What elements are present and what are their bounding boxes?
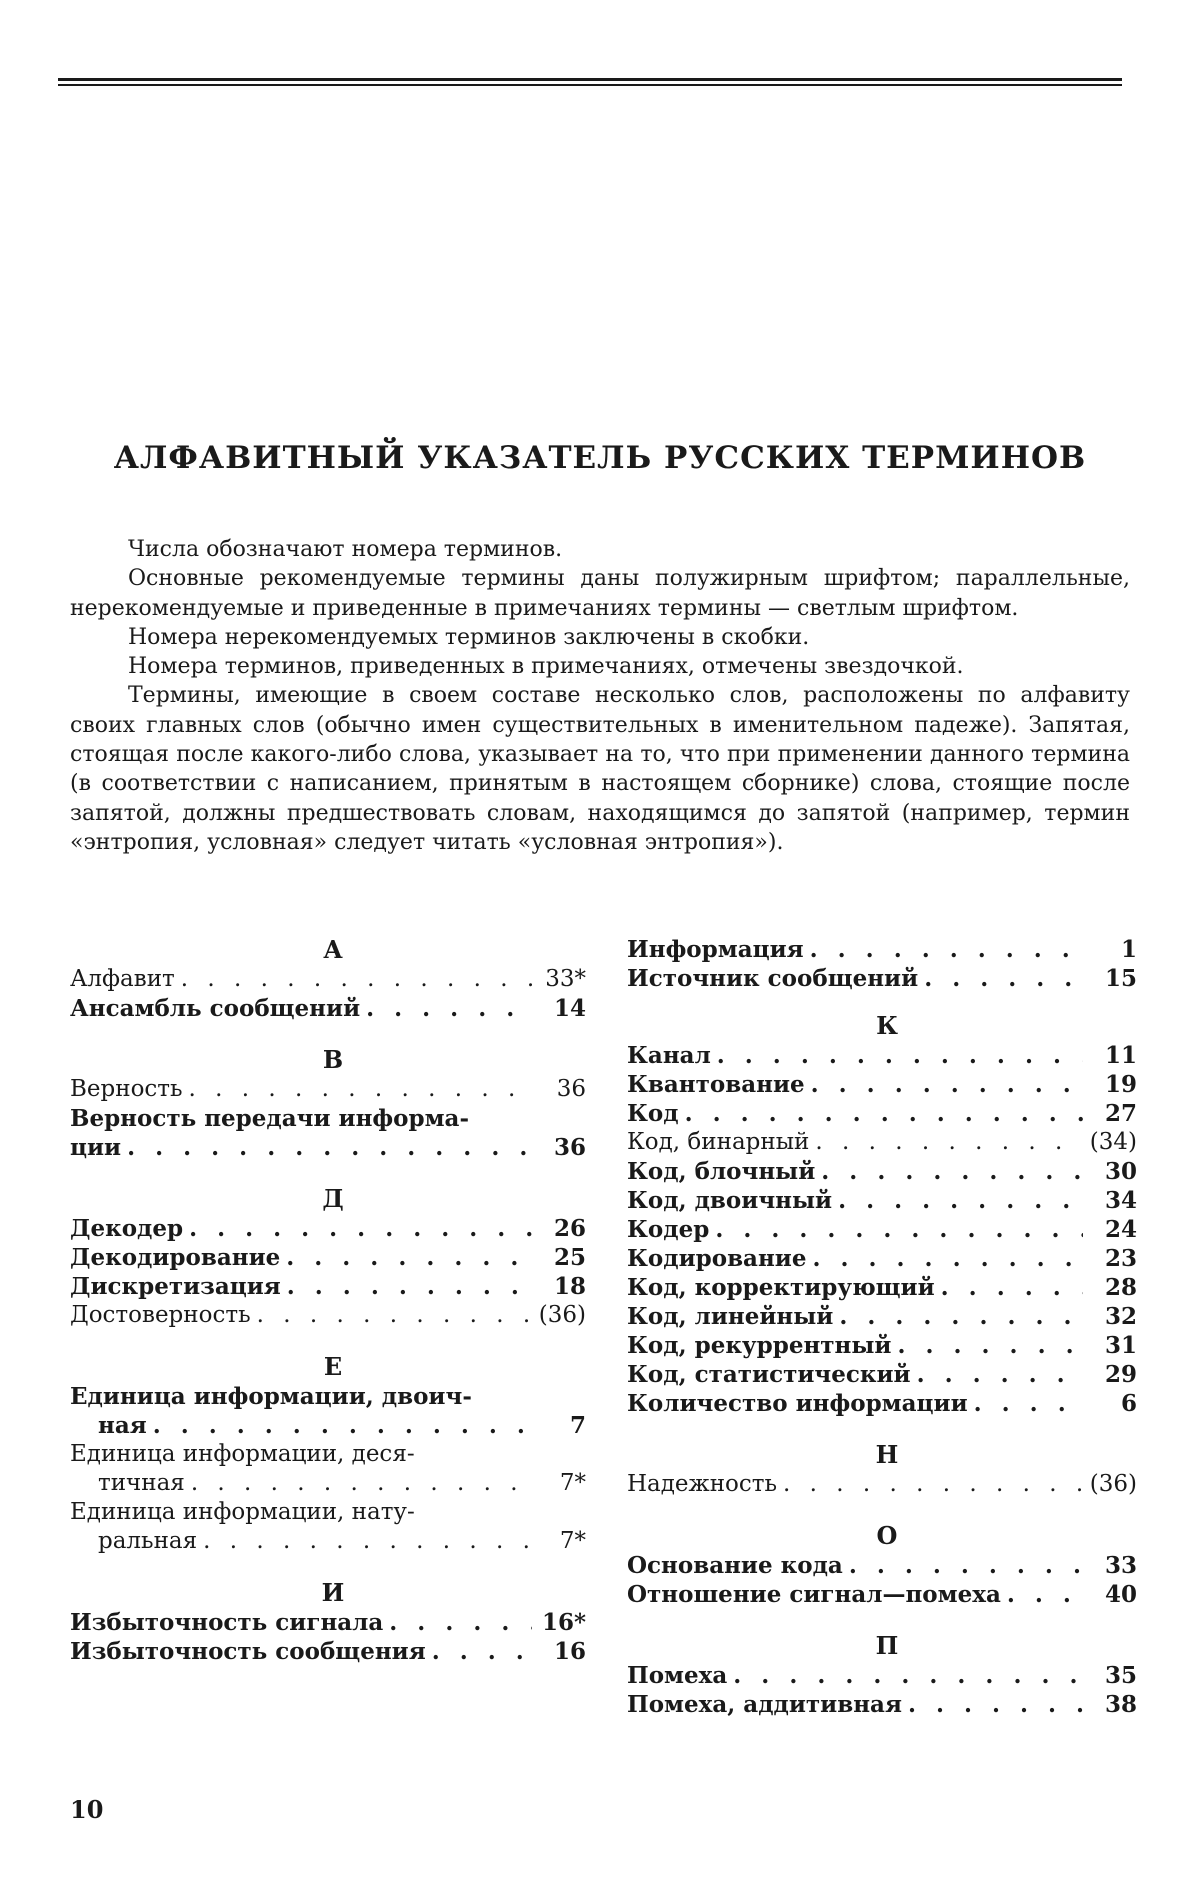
section-letter: В bbox=[70, 1045, 586, 1075]
index-entry: Дискретизация . . . 18 bbox=[70, 1272, 586, 1301]
index-column-left bbox=[70, 935, 586, 1666]
index-entry: Код, статистический . . . 29 bbox=[627, 1360, 1137, 1389]
index-entry: Источник сообщений . . . 15 bbox=[627, 964, 1137, 993]
index-entry: Помеха . . . 35 bbox=[627, 1661, 1137, 1690]
index-entry: ральная . . . 7* bbox=[70, 1527, 586, 1556]
index-entry: Алфавит . . . 33* bbox=[70, 965, 586, 994]
index-entry: Код, линейный . . . 32 bbox=[627, 1302, 1137, 1331]
section-letter: И bbox=[70, 1578, 586, 1608]
index-entry: Помеха, аддитивная . . . 38 bbox=[627, 1690, 1137, 1719]
index-entry: Декодирование . . . 25 bbox=[70, 1243, 586, 1272]
index-entry: Декодер . . . 26 bbox=[70, 1214, 586, 1243]
index-entry-line1: Верность передачи информа- bbox=[70, 1104, 586, 1133]
index-entry-line1: Единица информации, нату- bbox=[70, 1498, 586, 1527]
page-title: АЛФАВИТНЫЙ УКАЗАТЕЛЬ РУССКИХ ТЕРМИНОВ bbox=[0, 440, 1200, 476]
index-entry-line1: Единица информации, деся- bbox=[70, 1440, 586, 1469]
index-entry: Отношение сигнал—помеха . . . 40 bbox=[627, 1580, 1137, 1609]
index-entry-line1: Единица информации, двоич- bbox=[70, 1382, 586, 1411]
index-entry: Кодер . . . 24 bbox=[627, 1215, 1137, 1244]
index-entry: Ансамбль сообщений . . . 14 bbox=[70, 994, 586, 1023]
index-entry: Информация . . . 1 bbox=[627, 935, 1137, 964]
index-entry: Верность . . . 36 bbox=[70, 1075, 586, 1104]
index-entry: Код . . . 27 bbox=[627, 1099, 1137, 1128]
section-letter: Д bbox=[70, 1184, 586, 1214]
index-entry: Достоверность . . . (36) bbox=[70, 1301, 586, 1330]
section-letter: А bbox=[70, 935, 586, 965]
section-letter: Е bbox=[70, 1352, 586, 1382]
index-entry: Код, рекуррентный . . . 31 bbox=[627, 1331, 1137, 1360]
intro-paragraph: Номера нерекомендуемых терминов заключены в скобки. bbox=[70, 623, 1130, 652]
index-entry: ная . . . 7 bbox=[70, 1411, 586, 1440]
index-column-right bbox=[627, 935, 1137, 1719]
section-letter: О bbox=[627, 1521, 1137, 1551]
index-entry: Код, двоичный . . . 34 bbox=[627, 1186, 1137, 1215]
index-entry: Код, корректирующий . . . 28 bbox=[627, 1273, 1137, 1302]
top-rule-thin bbox=[58, 84, 1122, 86]
index-entry: Количество информации . . . 6 bbox=[627, 1389, 1137, 1418]
index-entry: Избыточность сигнала . . . 16* bbox=[70, 1608, 586, 1637]
intro-paragraph: Числа обозначают номера терминов. bbox=[70, 535, 1130, 564]
intro-paragraph: Основные рекомендуемые термины даны полужирным шрифтом; параллельные, нерекомендуемые и приведенные в примечаниях термины — светлым шрифтом. bbox=[70, 564, 1130, 623]
index-entry: Канал . . . 11 bbox=[627, 1041, 1137, 1070]
index-entry: Квантование . . . 19 bbox=[627, 1070, 1137, 1099]
page-number: 10 bbox=[70, 1795, 103, 1824]
intro-text bbox=[70, 535, 1130, 857]
intro-paragraph: Номера терминов, приведенных в примечаниях, отмечены звездочкой. bbox=[70, 652, 1130, 681]
section-letter: Н bbox=[627, 1440, 1137, 1470]
index-entry: Основание кода . . . 33 bbox=[627, 1551, 1137, 1580]
section-letter: П bbox=[627, 1631, 1137, 1661]
index-entry: Кодирование . . . 23 bbox=[627, 1244, 1137, 1273]
index-entry: Избыточность сообщения . . . 16 bbox=[70, 1637, 586, 1666]
index-entry: Код, блочный . . . 30 bbox=[627, 1157, 1137, 1186]
index-entry: тичная . . . 7* bbox=[70, 1469, 586, 1498]
section-letter: К bbox=[627, 1011, 1137, 1041]
index-entry: Код, бинарный . . . (34) bbox=[627, 1128, 1137, 1157]
index-entry: Надежность . . . (36) bbox=[627, 1470, 1137, 1499]
top-rule bbox=[58, 78, 1122, 81]
intro-paragraph: Термины, имеющие в своем составе несколько слов, расположены по алфавиту своих главных слов (обычно имен существительных в именительном падеже). Запятая, стоящая после какого-либо слова, указывает на то, что при применении данного термина (в соответствии с написанием, принятым в настоящем сборнике) слова, стоящие после запятой, должны предшествовать словам, находящимся до запятой (например, термин «энтропия, условная» следует читать «условная энтропия»). bbox=[70, 681, 1130, 857]
index-entry: ции . . . 36 bbox=[70, 1133, 586, 1162]
